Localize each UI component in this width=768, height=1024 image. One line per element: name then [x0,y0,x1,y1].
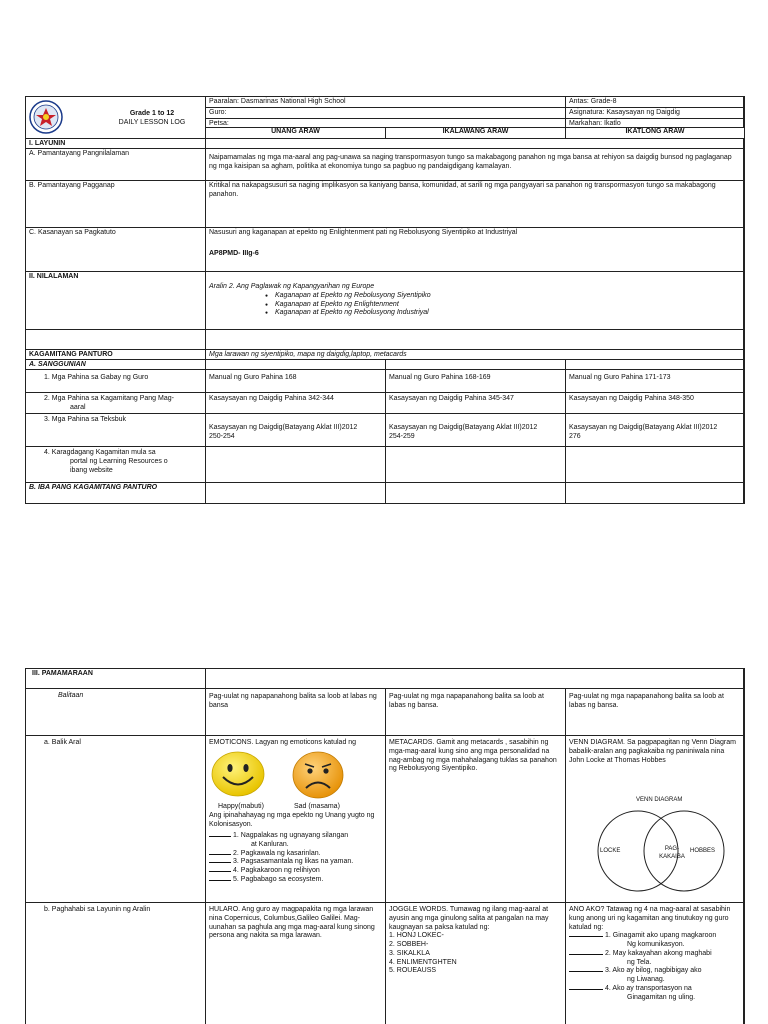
day1-header: UNANG ARAW [206,128,386,139]
emoticons-text: EMOTICONS. Lagyan ng emoticons katulad ng [209,739,357,746]
kasanayan-text: Nasusuri ang kaganapan at epekto ng Enlightenment pati ng Rebolusyong Siyentipiko at Industriyal [209,229,518,236]
layunin-heading-blank [206,139,744,149]
venn-text: VENN DIAGRAM. Sa pagpapagitan ng Venn Diagram babalik-aralan ang pagkakaiba ng paniniwala nina John Locke at Thomas Hobbes [569,739,736,764]
emo-item: 1. Nagpalakas ng ugnayang silangan [209,832,383,841]
emo-item: 3. Pagsasamantala ng likas na yaman. [209,858,383,867]
sanggunian-blank [566,360,744,370]
nilalaman-cell [206,272,744,330]
balik-aral-label: a. Balik Aral [26,736,206,903]
venn-day3 [566,736,744,903]
label-line: 2. Mga Pahina sa Kagamitang Pang Mag- [44,395,174,402]
aralin-title: Aralin 2. Ang Paglawak ng Kapangyarihan ng Europe [209,283,375,290]
kagamitan-text: Mga larawan ng siyentipiko, mapa ng daigdig,laptop, metacards [206,350,744,360]
emo-item: 4. Pagkakaroon ng relihiyon [209,867,383,876]
gabay-guro-day2: Manual ng Guro Pahina 168-169 [386,370,566,393]
ano-item: ng Liwanag. [627,976,665,983]
kagamitang-mag-aaral-label [26,393,206,414]
venn-mid-line: KAKAIBA [659,853,685,860]
paaralan-cell: Paaralan: Dasmarinas National High School [206,97,566,108]
kasanayan-code: AP8PMD- IIIg-6 [209,249,259,257]
teksbuk-pages: 250-254 [209,432,235,440]
sanggunian-heading: A. SANGGUNIAN [26,360,206,370]
emo-intro: Ang ipinahahayag ng mga epekto ng Unang yugto ng Kolonisasyon. [209,812,375,828]
balitaan-day1: Pag-uulat ng napapanahong balita sa loob at labas ng bansa [206,689,386,736]
nilalaman-heading: II. NILALAMAN [26,272,206,330]
joggle-list [389,932,562,976]
guro-cell: Guro: [206,108,566,119]
teksbuk-pages: 254-259 [389,432,415,440]
teksbuk-day2 [386,414,566,447]
balik-aral-day1 [206,736,386,903]
ano-intro: ANO AKO? Tatawag ng 4 na mag-aaral at sasabihin kung anong uri ng kagamitan ang tinutukoy ng guro katulad ng: [569,906,731,931]
ano-item: Ng komunikasyon. [627,941,685,948]
pamamaraan-heading: III. PAMAMARAAN [26,669,206,689]
venn-mid-line: PAG- [664,846,680,852]
joggle-item: 1. HONJ LOKEC- [389,932,444,940]
ano-item: 3. Ako ay bilog, nagbibigay ako [569,967,740,976]
teksbuk-label: 3. Mga Pahina sa Teksbuk [26,414,206,447]
markahan-cell: Markahan: Ikatlo [566,119,744,128]
iba-pang-day3 [566,483,744,503]
venn-left-label: LOCKE [600,848,621,854]
teksbuk-day1 [206,414,386,447]
blank-row-cell [206,330,744,350]
teksbuk-line: Kasaysayan ng Daigdig(Batayang Aklat III)2012 [389,424,538,431]
teksbuk-day3 [566,414,744,447]
teksbuk-line: Kasaysayan ng Daigdig(Batayang Aklat III)2012 [209,424,358,431]
kagamitang-mag-aaral-day3: Kasaysayan ng Daigdig Pahina 348-350 [566,393,744,414]
kasanayan-cell [206,228,744,272]
joggle-intro: JOGGLE WORDS. Tumawag ng ilang mag-aaral at ayusin ang mga ginulong salita at pangalan na may kaugnayan sa paksa katulad ng: [389,906,549,931]
iba-pang-kagamitan-label: B. IBA PANG KAGAMITANG PANTURO [26,483,206,503]
karagdagang-day2 [386,447,566,483]
blank-row-label [26,330,206,350]
joggle-item: 2. SOBBEH- [389,941,429,948]
kagamitang-mag-aaral-day2: Kasaysayan ng Daigdig Pahina 345-347 [386,393,566,414]
nilalaman-item: ● Kaganapan at Epekto ng Rebolusyong Industriyal [265,309,740,318]
ano-item: 2. May kakayahan akong maghabi [569,950,740,959]
pamantayang-pangnilalaman-text: Naipamamalas ng mga ma-aaral ang pag-unawa sa naging transpormasyon tungo sa makabagong panahon ng mga bansa at rehiyon sa daigdig bunsod ng paglaganap ng mga kaisipan sa agham, politika at ekonomiya tungo sa pagbuo ng pandaigdigang kamalayan. [206,149,744,181]
hularo-day1: HULARO. Ang guro ay magpapakita ng mga larawan nina Copernicus, Columbus,Galileo Galilei. Mag-uunahan sa paghula ang mga mag-aaral kung sinong persona ang nakita sa mga larawan. [206,903,386,1024]
karagdagang-day3 [566,447,744,483]
karagdagang-kagamitan-label [26,447,206,483]
iba-pang-day2 [386,483,566,503]
asignatura-cell: Asignatura: Kasaysayan ng Daigdig [566,108,744,119]
lesson-log-table-top [25,96,745,504]
kasanayan-label: C. Kasanayan sa Pagkatuto [26,228,206,272]
iba-pang-day1 [206,483,386,503]
label-line: 4. Karagdagang Kagamitan mula sa [44,449,156,456]
label-line: aaral [70,403,86,411]
teksbuk-pages: 276 [569,432,581,440]
metacards-day2: METACARDS. Gamit ang metacards , sasabihin ng mga-mag-aaral kung sino ang mga personalidad na nag-ambag ng mga mahahalagang tuklas sa panahon ng Rebolusyong Siyentipiko. [386,736,566,903]
pamantayang-pagganap-label: B. Pamantayang Pagganap [26,181,206,228]
gabay-guro-day3: Manual ng Guro Pahina 171-173 [566,370,744,393]
paghahabi-label: b. Paghahabi sa Layunin ng Aralin [26,903,206,1024]
venn-title: VENN DIAGRAM [636,797,683,803]
venn-middle-label [656,846,688,861]
joggle-item: 3. SIKALKLA [389,949,430,957]
venn-right-label: HOBBES [690,848,716,854]
pamamaraan-blank [206,669,744,689]
emo-item: 5. Pagbabago sa ecosystem. [209,876,383,885]
balitaan-day2: Pag-uulat ng mga napapanahong balita sa loob at labas ng bansa. [386,689,566,736]
kagamitan-heading: KAGAMITANG PANTURO [26,350,206,360]
joggle-item: 4. ENLIMENTGHTEN [389,958,457,966]
petsa-cell: Petsa: [206,119,566,128]
balitaan-day3: Pag-uulat ng mga napapanahong balita sa loob at labas ng bansa. [566,689,744,736]
kagamitang-mag-aaral-day1: Kasaysayan ng Daigdig Pahina 342-344 [206,393,386,414]
header-title-cell [26,97,206,139]
sanggunian-blank [206,360,386,370]
emo-item: at Kanluran. [251,840,289,848]
ano-list [569,932,740,1002]
day2-header: IKALAWANG ARAW [386,128,566,139]
teksbuk-line: Kasaysayan ng Daigdig(Batayang Aklat III)2012 [569,424,718,431]
sanggunian-blank [386,360,566,370]
joggle-day2 [386,903,566,1024]
label-line: portal ng Learning Resources o [70,457,168,465]
ano-item: 1. Ginagamit ako upang magkaroon [569,932,740,941]
deped-seal-icon [29,100,63,134]
nilalaman-item: ● Kaganapan at Epekto ng Rebolusyong Siyentipiko [265,292,740,301]
pamantayang-pagganap-text: Kritikal na nakapagsusuri sa naging implikasyon sa kaniyang bansa, komunidad, at sarili ng mga pangyayari sa panahon ng transpormasyon tungo sa makabagong panahon. [206,181,744,228]
title-dll: DAILY LESSON LOG [118,119,186,126]
pamantayang-pangnilalaman-label: A. Pamantayang Pangnilalaman [26,149,206,181]
ano-item: ng Tela. [627,958,652,966]
sad-label: Sad (masama) [294,803,340,810]
ano-item: 4. Ako ay transportasyon na [569,985,740,994]
emo-item: 2. Pagkawala ng kasarinlan. [209,850,383,859]
day3-header: IKATLONG ARAW [566,128,744,139]
ano-ako-day3 [566,903,744,1024]
sad-face-icon [290,750,346,800]
gabay-guro-day1: Manual ng Guro Pahina 168 [206,370,386,393]
happy-label: Happy(mabuti) [218,803,264,810]
emo-list [209,832,383,885]
label-line: ibang website [70,466,113,474]
joggle-item: 5. ROUEAUSS [389,967,437,975]
antas-cell: Antas: Grade-8 [566,97,744,108]
ano-item: Ginagamitan ng uling. [627,993,696,1001]
happy-face-icon [210,750,266,798]
karagdagang-day1 [206,447,386,483]
gabay-guro-label: 1. Mga Pahina sa Gabay ng Guro [26,370,206,393]
nilalaman-list [265,292,740,318]
balitaan-label: Balitaan [26,689,206,736]
lesson-log-table-bottom [25,668,745,1024]
title-grade: Grade 1 to 12 [129,110,175,117]
layunin-heading: I. LAYUNIN [26,139,206,149]
nilalaman-item: ● Kaganapan at Epekto ng Enlightenment [265,301,740,310]
